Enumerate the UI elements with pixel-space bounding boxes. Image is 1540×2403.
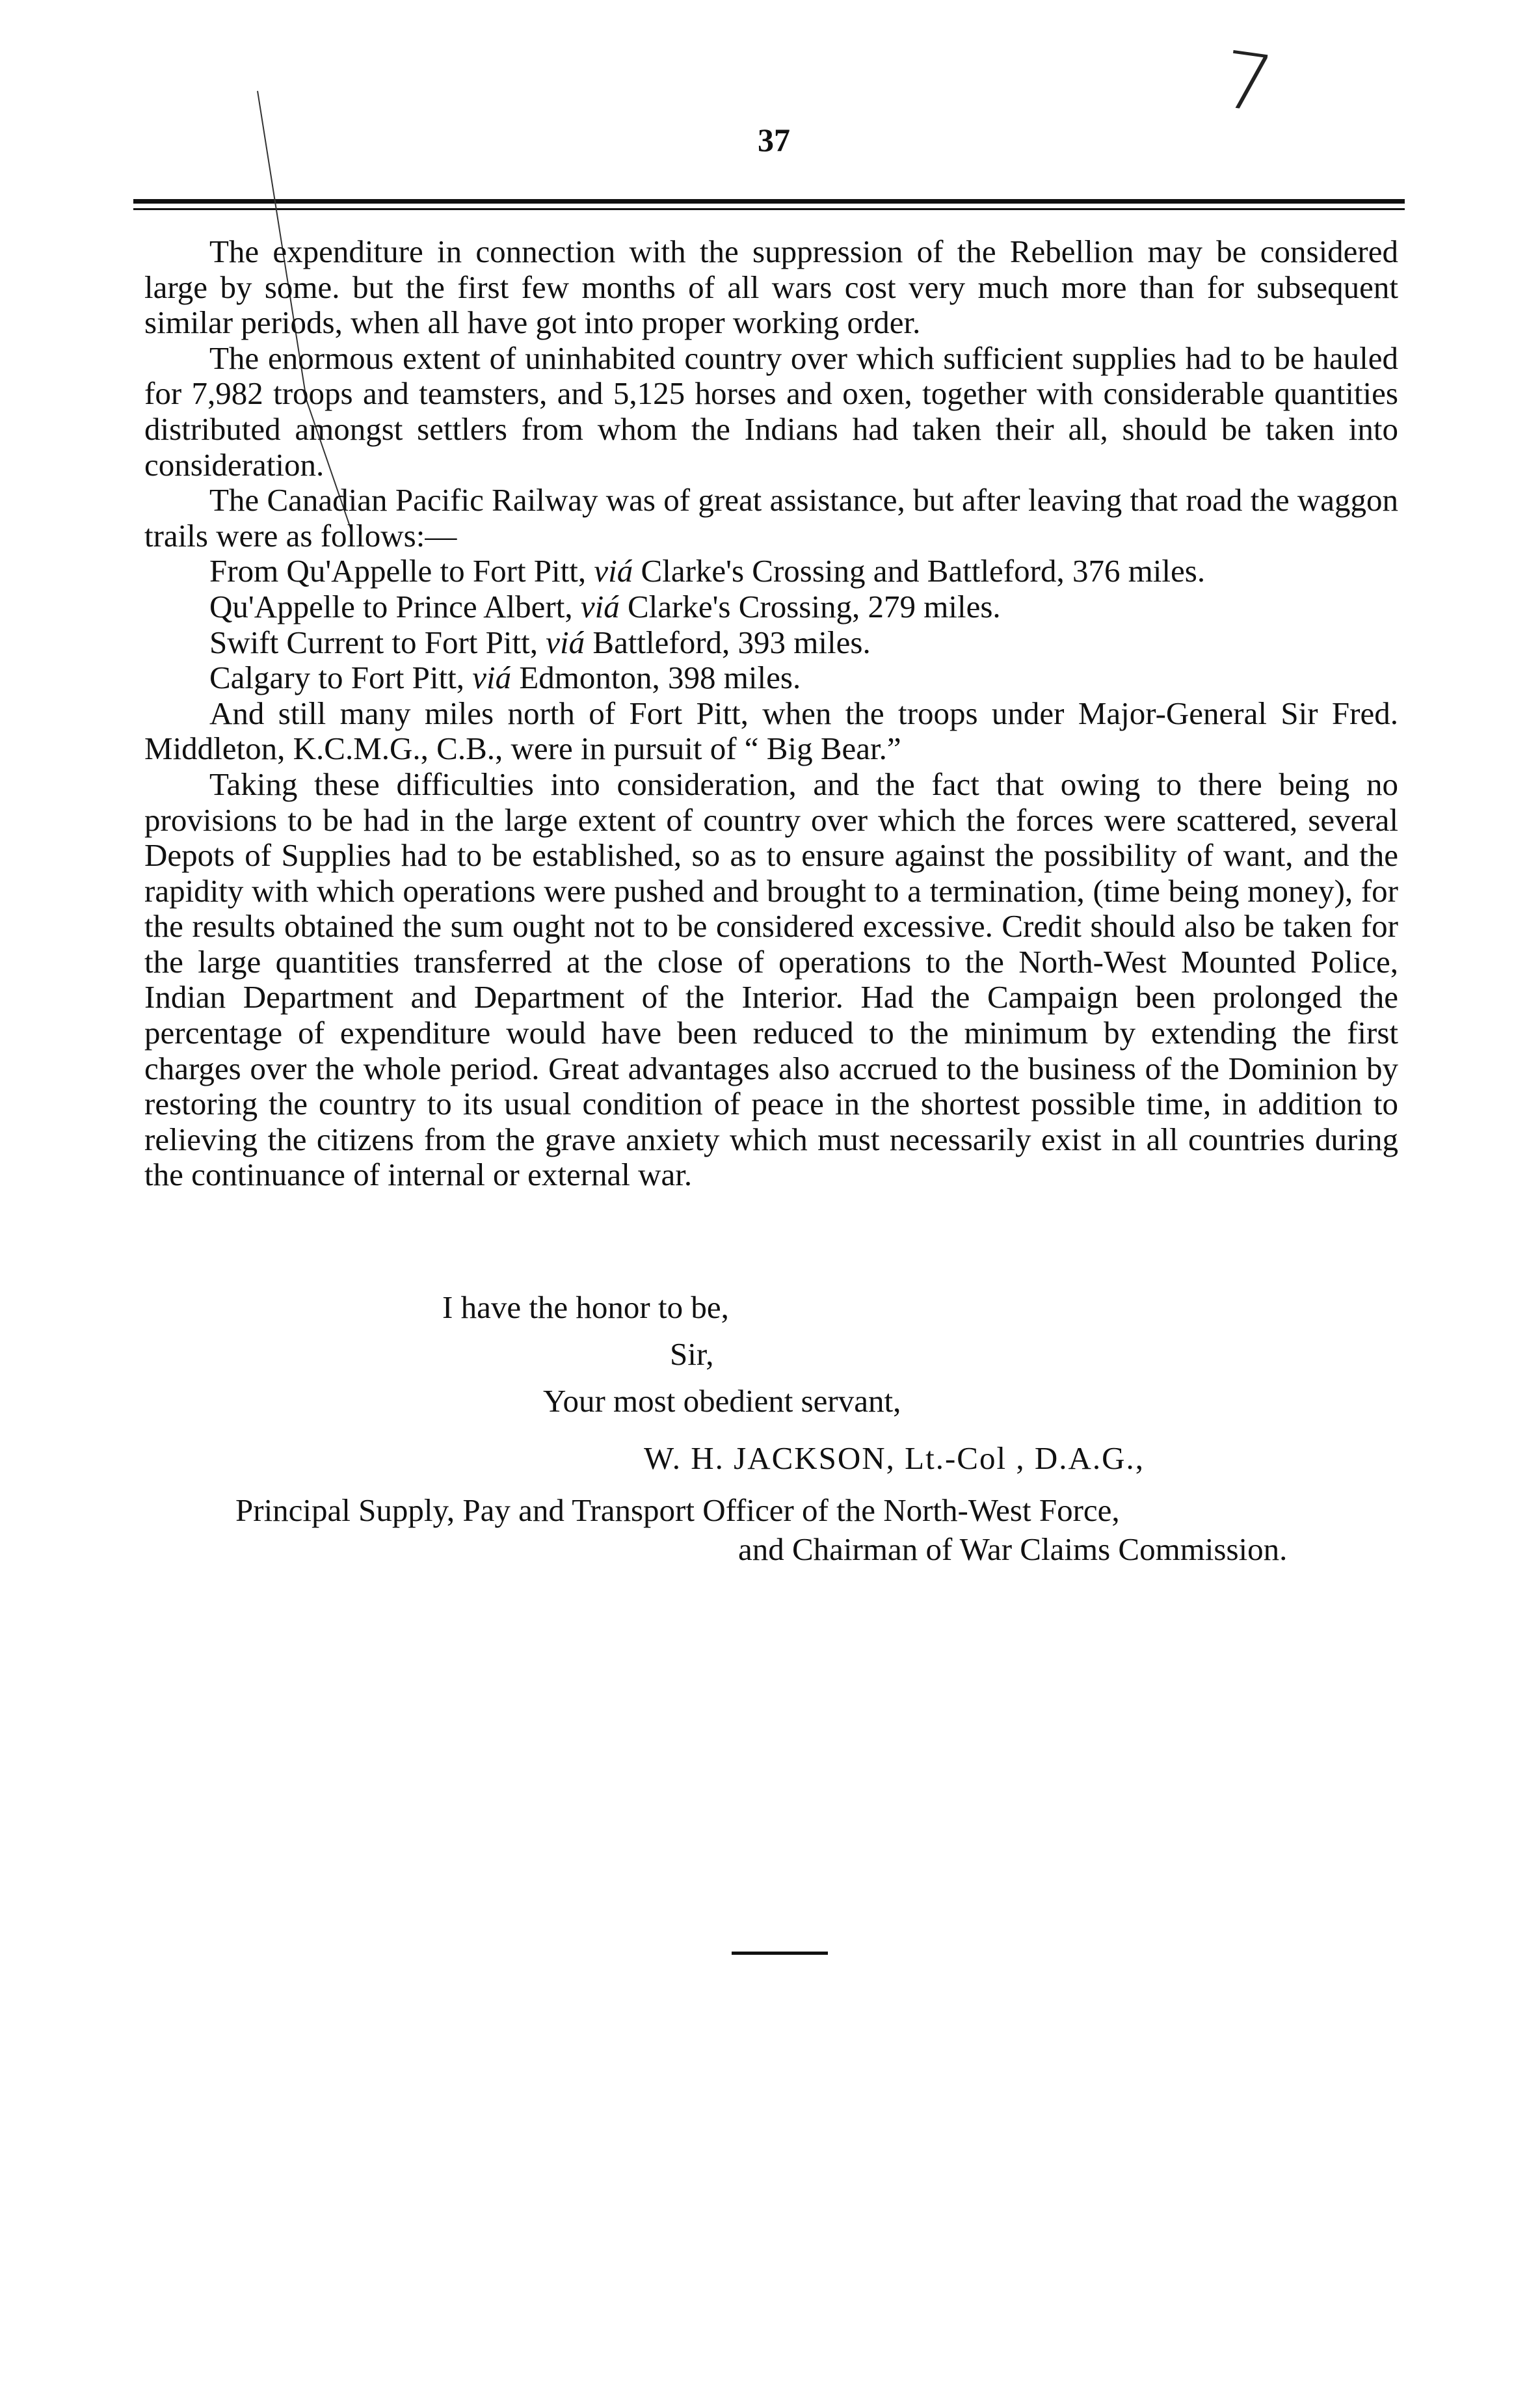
page-number: 37 (758, 122, 790, 158)
closing-line-servant: Your most obedient servant, (543, 1383, 901, 1419)
paragraph-difficulties: Taking these difficulties into consideration, and the fact that owing to there being no provisions to be had in the large extent of country over which the forces were scattered, several Depots of Supplies had to be established, so as to ensure against the possibility of want, and the rapidity with which operations were pushed and brought to a termination, (time being money), for the results obtained the sum ought not to be considered excessive. Credit should also be taken for the large quantities transferred at the close of operations to the North-West Mounted Police, Indian Department and Department of the Interior. Had the Campaign been prolonged the percentage of expenditure would have been reduced to the minimum by extending the first charges over the whole period. Great advantages also accrued to the business of the Dominion by restoring the country to its usual condition of peace in the shortest possible time, in addition to relieving the citizens from the grave anxiety which must necessarily exist in all countries during the continuance of internal or external war. (144, 766, 1398, 1193)
route-item: Swift Current to Fort Pitt, viá Battleford, 393 miles. (209, 624, 871, 660)
route-list (144, 554, 1398, 695)
route-item: Calgary to Fort Pitt, viá Edmonton, 398 miles. (209, 660, 801, 696)
route-item: From Qu'Appelle to Fort Pitt, viá Clarke's Crossing and Battleford, 376 miles. (209, 553, 1206, 589)
signature-name: W. H. JACKSON, Lt.-Col , D.A.G., (644, 1440, 1145, 1476)
closing-line-sir: Sir, (670, 1336, 714, 1372)
paragraph-railway: The Canadian Pacific Railway was of great assistance, but after leaving that road the waggon trails were as follows:— (144, 482, 1398, 554)
paragraph-uninhabited-country: The enormous extent of uninhabited country over which sufficient supplies had to be hauled for 7,982 troops and teamsters, and 5,125 horses and oxen, together with considerable quantities distributed amongst settlers from whom the Indians had taken their all, should be taken into consideration. (144, 340, 1398, 483)
letter-body (144, 234, 1398, 1193)
footer-rule (732, 1952, 828, 1955)
header-rule-thin (133, 208, 1405, 210)
paragraph-expenditure: The expenditure in connection with the suppression of the Rebellion may be considered large by some. but the first few months of all wars cost very much more than for subsequent similar periods, when all have got into proper working order. (144, 234, 1398, 341)
signature-title-line2: and Chairman of War Claims Commission. (738, 1531, 1288, 1567)
signature-title-line1: Principal Supply, Pay and Transport Officer of the North-West Force, (235, 1492, 1120, 1528)
route-item: Qu'Appelle to Prince Albert, viá Clarke's Crossing, 279 miles. (209, 588, 1001, 624)
paragraph-big-bear: And still many miles north of Fort Pitt, when the troops under Major-General Sir Fred. Middleton, K.C.M.G., C.B., were in pursuit of “ Big Bear.” (144, 695, 1398, 767)
closing-line-honor: I have the honor to be, (442, 1289, 729, 1325)
header-rule-thick (133, 199, 1405, 204)
handwritten-page-mark: 7 (1216, 34, 1279, 131)
